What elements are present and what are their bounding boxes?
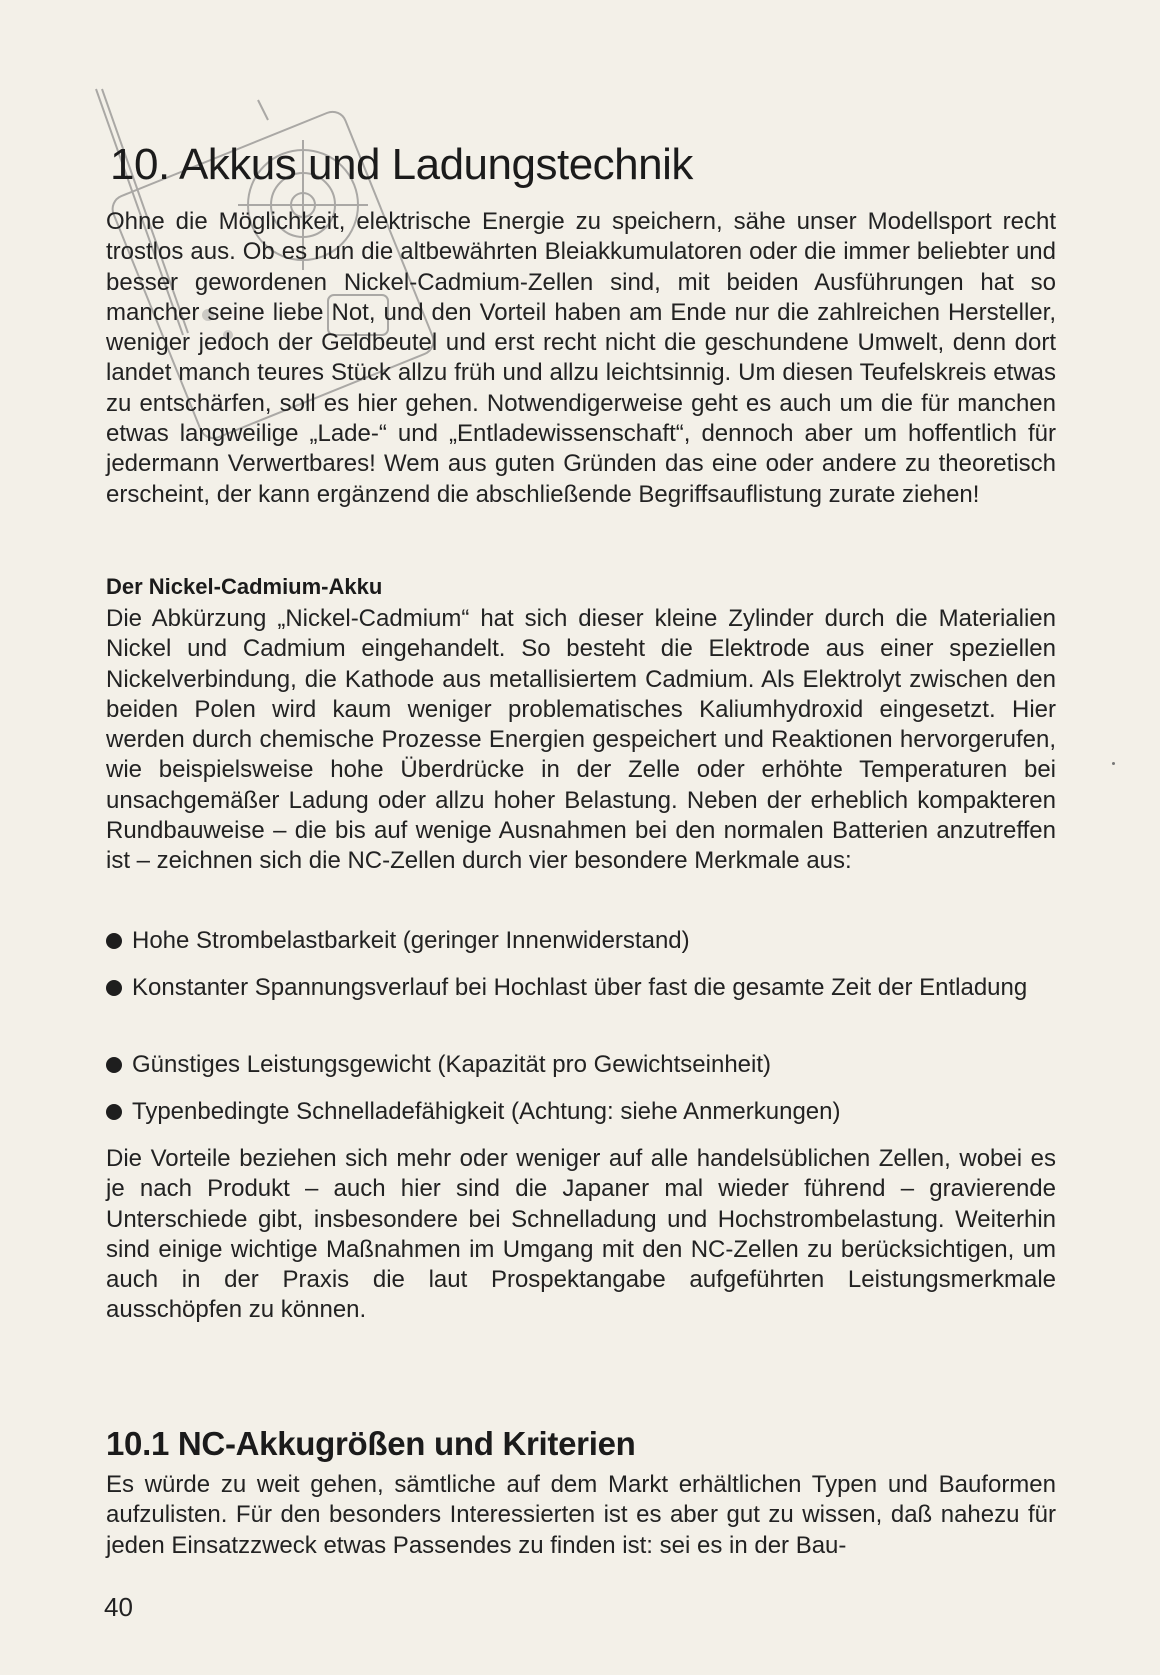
- list-item: [106, 973, 1056, 1003]
- page-number: 40: [104, 1592, 133, 1622]
- list-item-text: Konstanter Spannungsverlauf bei Hochlast über fast die gesamte Zeit der Entladung: [132, 974, 1028, 1001]
- section-paragraph: Es würde zu weit gehen, sämtliche auf dem Markt erhältlichen Typen und Bauformen aufzulisten. Für den besonders Interessierten ist es aber gut zu wissen, daß nahezu für jeden Einsatzzweck etwas Passendes zu finden ist: sei es in der Bau-: [106, 1471, 1056, 1559]
- list-item-text: Günstiges Leistungsgewicht (Kapazität pro Gewichtseinheit): [132, 1051, 771, 1078]
- section-heading: 10.1 NC-Akkugrößen und Kriterien: [106, 1425, 636, 1462]
- intro-paragraph: Ohne die Möglichkeit, elektrische Energie zu speichern, sähe unser Modellsport recht trostlos aus. Ob es nun die altbewährten Bleiakkumulatoren oder die immer beliebter und besser gewordenen Nickel-Cadmium-Zellen sind, mit beiden Ausführungen hat so mancher seine liebe Not, und den Vorteil haben am Ende nur die zahlreichen Hersteller, weniger jedoch der Geldbeutel und erst recht nicht die geschundene Umwelt, denn dort landet manch teures Stück allzu früh und allzu leichtsinnig. Um diesen Teufelskreis etwas zu entschärfen, soll es hier gehen. Notwendigerweise geht es auch um die für manchen etwas langweilige „Lade-“ und „Entladewissenschaft“, dennoch aber um hoffentlich für jedermann Verwertbares! Wem aus guten Gründen das eine oder andere zu theoretisch erscheint, der kann ergänzend die abschließende Begriffsauflistung zurate ziehen!: [106, 208, 1056, 508]
- list-item-text: Hohe Strombelastbarkeit (geringer Innenwiderstand): [132, 927, 690, 954]
- chapter-title: 10. Akkus und Ladungstechnik: [110, 140, 693, 189]
- list-item: [106, 1050, 1056, 1080]
- scan-speck: [1112, 762, 1115, 765]
- bullet-dot-icon: [106, 933, 122, 949]
- advantages-paragraph: Die Vorteile beziehen sich mehr oder weniger auf alle handelsüblichen Zellen, wobei es je nach Produkt – auch hier sind die Japaner mal wieder führend – gravierende Unterschiede gibt, insbesondere bei Schnelladung und Hochstrombelastung. Weiterhin sind einige wichtige Maßnahmen im Umgang mit den NC-Zellen zu berücksichtigen, um auch in der Praxis die laut Prospektangabe aufgeführten Leistungsmerkmale ausschöpfen zu können.: [106, 1145, 1056, 1324]
- nicad-paragraph: Die Abkürzung „Nickel-Cadmium“ hat sich dieser kleine Zylinder durch die Materialien Nickel und Cadmium eingehandelt. So besteht die Elektrode aus einer speziellen Nickelverbindung, die Kathode aus metallisiertem Cadmium. Als Elektrolyt zwischen den beiden Polen wird kaum weniger problematisches Kaliumhydroxid eingesetzt. Hier werden durch chemische Prozesse Energien gespeichert und Reaktionen hervorgerufen, wie beispielsweise hohe Überdrücke in der Zelle oder erhöhte Temperaturen bei unsachgemäßer Ladung oder allzu hoher Belastung. Neben der erheblich kompakteren Rundbauweise – die bis auf wenige Ausnahmen bei den normalen Batterien anzutreffen ist – zeichnen sich die NC-Zellen durch vier besondere Merkmale aus:: [106, 605, 1056, 875]
- list-item: [106, 926, 1056, 956]
- bullet-dot-icon: [106, 1057, 122, 1073]
- bullet-dot-icon: [106, 1104, 122, 1120]
- nicad-heading: Der Nickel-Cadmium-Akku: [106, 574, 383, 599]
- list-item: [106, 1097, 1056, 1127]
- list-item-text: Typenbedingte Schnelladefähigkeit (Achtung: siehe Anmerkungen): [132, 1098, 841, 1125]
- bullet-dot-icon: [106, 980, 122, 996]
